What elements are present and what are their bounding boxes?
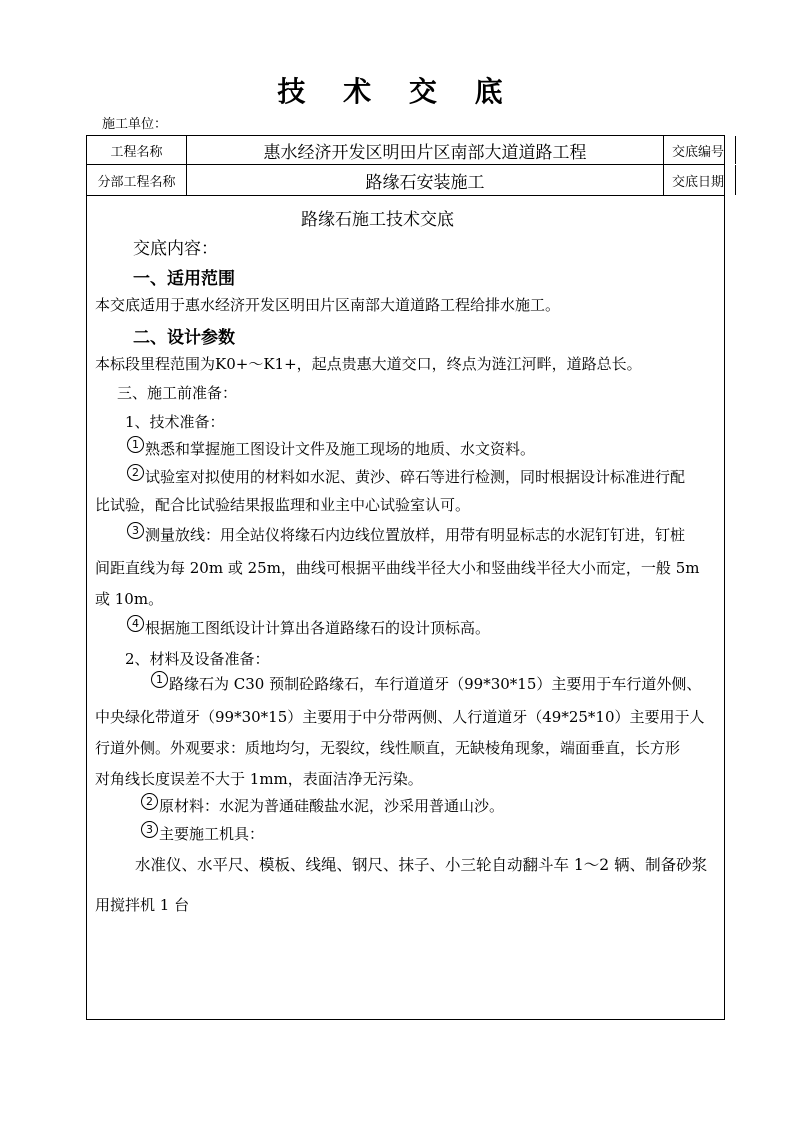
material-item-2 xyxy=(141,793,504,816)
tech-item-1 xyxy=(127,436,535,459)
project-name-value: 惠水经济开发区明田片区南部大道道路工程 xyxy=(187,136,664,164)
equipment-line2: 用搅拌机 1 台 xyxy=(95,896,190,914)
content-intro: 交底内容： xyxy=(133,239,218,259)
material-item-1 xyxy=(151,671,701,694)
section2-text: 本标段里程范围为K0+～K1+，起点贵惠大道交口，终点为涟江河畔，道路总长。 xyxy=(95,355,642,373)
disclosure-no-value xyxy=(736,136,794,164)
tech-item-3-line1: 测量放线：用全站仪将缘石内边线位置放样，用带有明显标志的水泥钉钉进，钉桩 xyxy=(145,526,686,544)
equipment-line1: 水准仪、水平尺、模板、线绳、钢尺、抹子、小三轮自动翻斗车 1～2 辆、制备砂浆 xyxy=(135,856,708,874)
tech-item-3-line2: 间距直线为每 20m 或 25m，曲线可根据平曲线半径大小和竖曲线半径大小而定，一般 5m xyxy=(95,559,700,577)
sub-project-value: 路缘石安装施工 xyxy=(187,165,664,195)
content-subtitle: 路缘石施工技术交底 xyxy=(301,210,454,230)
item2-heading: 2、材料及设备准备： xyxy=(125,650,270,668)
tech-item-2-line2: 比试验，配合比试验结果报监理和业主中心试验室认可。 xyxy=(95,496,471,514)
tech-item-4-text: 根据施工图纸设计计算出各道路缘石的设计顶标高。 xyxy=(145,619,491,637)
circled-number-2: 2 xyxy=(127,464,144,481)
tech-item-4 xyxy=(127,615,490,638)
disclosure-date-label: 交底日期 xyxy=(664,165,736,195)
document-title: 技 术 交 底 xyxy=(277,75,517,108)
material-item-1-line4: 对角线长度误差不大于 1mm，表面洁净无污染。 xyxy=(95,770,423,788)
section1-text: 本交底适用于惠水经济开发区明田片区南部大道道路工程给排水施工。 xyxy=(95,296,561,314)
circled-number-2: 2 xyxy=(141,793,158,810)
circled-number-3: 3 xyxy=(141,821,158,838)
tech-item-1-text: 熟悉和掌握施工图设计文件及施工现场的地质、水文资料。 xyxy=(145,440,536,458)
section2-heading: 二、设计参数 xyxy=(133,328,235,348)
circled-number-3: 3 xyxy=(127,522,144,539)
tech-item-3 xyxy=(127,522,685,545)
material-item-2-text: 原材料：水泥为普通硅酸盐水泥，沙采用普通山沙。 xyxy=(159,797,505,815)
section1-heading: 一、适用范围 xyxy=(133,269,235,289)
disclosure-date-value xyxy=(736,165,794,195)
circled-number-1: 1 xyxy=(151,671,168,688)
header-row-project xyxy=(87,136,724,165)
tech-item-3-line3: 或 10m。 xyxy=(95,590,164,608)
sub-project-label: 分部工程名称 xyxy=(87,165,187,195)
project-name-label: 工程名称 xyxy=(87,136,187,164)
tech-item-2-line1: 试验室对拟使用的材料如水泥、黄沙、碎石等进行检测，同时根据设计标准进行配 xyxy=(145,468,686,486)
material-item-3 xyxy=(141,821,264,844)
tech-item-2 xyxy=(127,464,685,487)
construction-unit-label: 施工单位： xyxy=(102,117,168,132)
header-row-subproject xyxy=(87,165,724,196)
material-item-1-line3: 行道外侧。外观要求：质地均匀，无裂纹，线性顺直，无缺棱角现象，端面垂直，长方形 xyxy=(95,739,681,757)
circled-number-4: 4 xyxy=(127,615,144,632)
material-item-1-line2: 中央绿化带道牙（99*30*15）主要用于中分带两侧、人行道道牙（49*25*10）主要用于人 xyxy=(95,708,705,726)
circled-number-1: 1 xyxy=(127,436,144,453)
section3-heading: 三、施工前准备： xyxy=(117,384,238,402)
material-item-3-text: 主要施工机具： xyxy=(159,825,265,843)
material-item-1-line1: 路缘石为 C30 预制砼路缘石，车行道道牙（99*30*15）主要用于车行道外侧、 xyxy=(169,675,702,693)
disclosure-form xyxy=(86,135,725,1020)
item1-heading: 1、技术准备： xyxy=(125,413,225,431)
disclosure-no-label: 交底编号 xyxy=(664,136,736,164)
